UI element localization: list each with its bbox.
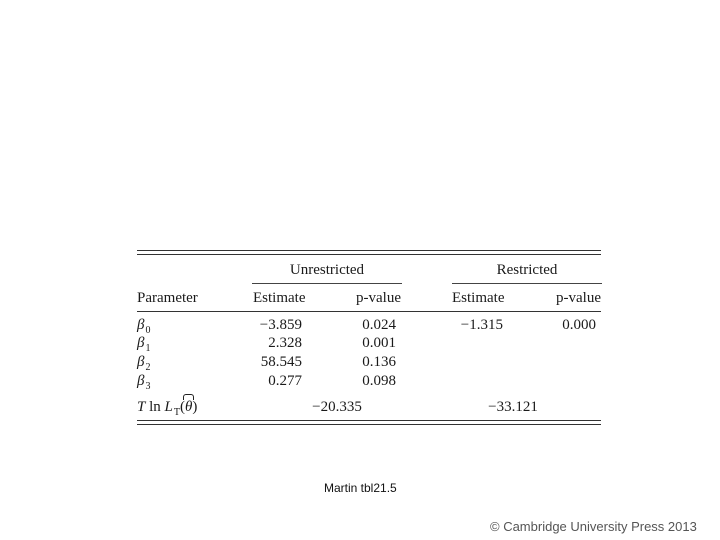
unres-pvalue-beta3: 0.098 <box>362 373 396 389</box>
unres-estimate-beta2: 58.545 <box>260 354 302 370</box>
unres-pvalue-beta0: 0.024 <box>362 317 396 333</box>
table-bottom-rule <box>137 420 601 421</box>
col-header-unres-pvalue: p-value <box>356 290 401 306</box>
param-beta1: $\beta_1$ <box>137 335 151 354</box>
unrestricted-underline <box>252 283 402 284</box>
copyright-notice: © Cambridge University Press 2013 <box>490 519 697 534</box>
param-beta3: $\beta_3$ <box>137 373 151 392</box>
table-bottom-rule-2 <box>137 424 601 425</box>
param-beta2: $\beta_2$ <box>137 354 151 373</box>
table-caption: Martin tbl21.5 <box>324 481 397 495</box>
col-header-res-estimate: Estimate <box>452 290 505 306</box>
restricted-underline <box>452 283 602 284</box>
group-header-unrestricted: Unrestricted <box>289 262 365 278</box>
res-pvalue-beta0: 0.000 <box>562 317 596 333</box>
unres-estimate-beta0: −3.859 <box>259 317 302 333</box>
unres-pvalue-beta1: 0.001 <box>362 335 396 351</box>
loglik-label: T $\ln L_T(\theta)$ <box>137 399 198 418</box>
res-estimate-beta0: −1.315 <box>460 317 503 333</box>
loglik-unrestricted: −20.335 <box>312 399 362 415</box>
col-header-res-pvalue: p-value <box>556 290 601 306</box>
table-top-rule <box>137 250 601 251</box>
group-header-restricted: Restricted <box>496 262 558 278</box>
loglik-restricted: −33.121 <box>488 399 538 415</box>
unres-pvalue-beta2: 0.136 <box>362 354 396 370</box>
param-beta0: $\beta_0$ <box>137 317 151 336</box>
unres-estimate-beta1: 2.328 <box>268 335 302 351</box>
unres-estimate-beta3: 0.277 <box>268 373 302 389</box>
header-rule <box>137 311 601 312</box>
table-top-rule-2 <box>137 254 601 255</box>
col-header-unres-estimate: Estimate <box>253 290 306 306</box>
col-header-parameter: Parameter <box>137 290 198 306</box>
